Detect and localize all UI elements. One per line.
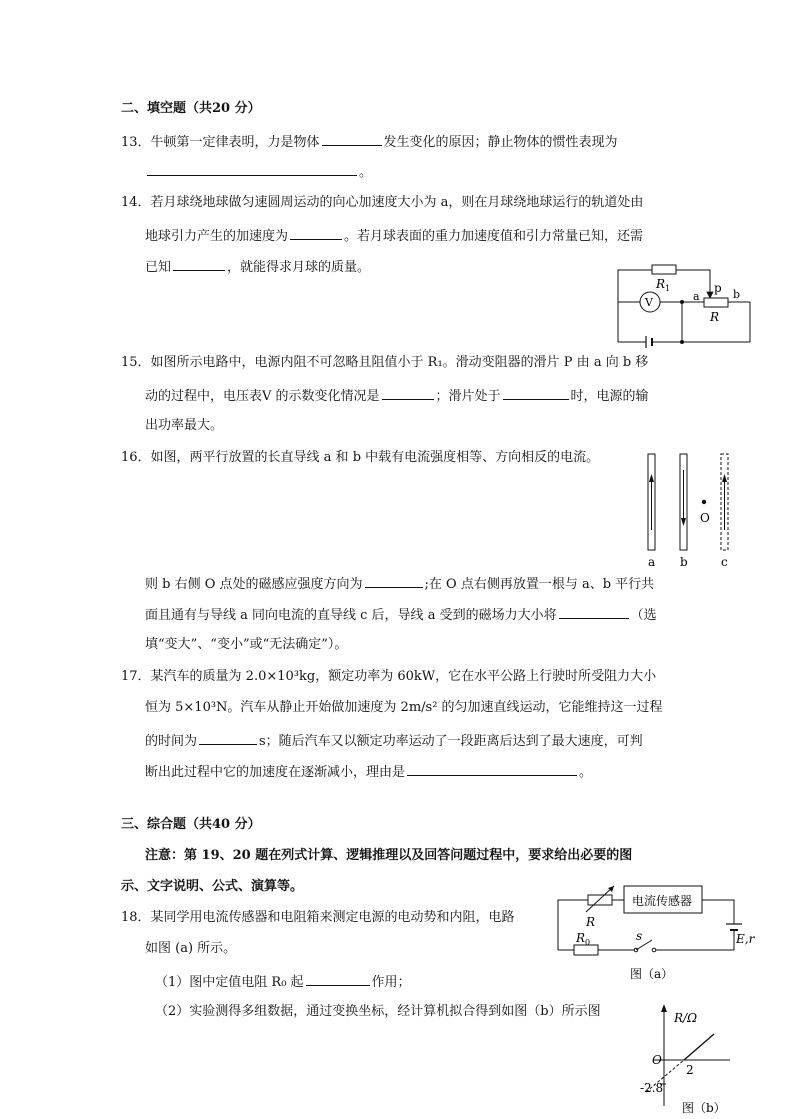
q17-line-4 — [145, 763, 592, 781]
label-fig-a-r0: $R_0$ — [576, 931, 591, 947]
q18-sub1-text-a: （1）图中定值电阻 R₀ 起 — [155, 975, 304, 990]
q13-line-1 — [121, 133, 618, 151]
q16-line-2 — [145, 575, 654, 593]
current-sensor-label: 电流传感器 — [632, 894, 693, 908]
q13-line-2 — [145, 163, 372, 181]
q17-line-3 — [145, 732, 643, 750]
q16-line-4: 填“变大”、“变小”或“无法确定”）。 — [145, 637, 348, 652]
q17-text-c: 断出此过程中它的加速度在逐渐减小，理由是 — [145, 765, 406, 780]
label-b: b — [733, 288, 741, 301]
q13-end: 。 — [359, 165, 373, 180]
q18-graph-figure-b — [636, 998, 736, 1116]
q14-line-1: 14．若月球绕地球做匀速圆周运动的向心加速度大小为 a，则在月球绕地球运行的轨道处由 — [121, 195, 644, 210]
q15-line-3: 出功率最大。 — [145, 418, 224, 433]
q13-blank-2[interactable] — [147, 163, 357, 176]
label-v: V — [645, 296, 653, 309]
q17-text-b: s；随后汽车又以额定功率运动了一段距离后达到了最大速度，可判 — [259, 734, 643, 749]
fit-line — [684, 1034, 714, 1060]
q16-blank-1[interactable] — [365, 575, 423, 588]
q16-line-1: 16．如图，两平行放置的长直导线 a 和 b 中载有电流强度相等、方向相反的电流。 — [121, 450, 600, 465]
q18-sub-2: （2）实验测得多组数据，通过变换坐标，经计算机拟合得到如图（b）所示图 — [155, 1004, 601, 1019]
section-3-note-1: 注意：第 19、20 题在列式计算、逻辑推理以及回答问题过程中，要求给出必要的图 — [145, 848, 633, 863]
q14-text-b: 。若月球表面的重力加速度值和引力常量已知，还需 — [344, 229, 644, 244]
q14-blank-1[interactable] — [290, 227, 342, 240]
q16-blank-2[interactable] — [559, 606, 629, 619]
q17-line-1: 17．某汽车的质量为 2.0×10³kg，额定功率为 60kW，它在水平公路上行驶时所受阻力大小 — [121, 669, 657, 684]
y-axis-arrow-icon — [661, 1004, 667, 1012]
q18-line-1: 18．某同学用电流传感器和电阻箱来测定电源的电动势和内阻，电路 — [121, 910, 515, 925]
label-r1: $R_1$ — [656, 277, 671, 293]
point-o — [702, 500, 706, 504]
q16-line-3 — [145, 606, 657, 624]
q15-circuit-figure — [610, 258, 760, 353]
q16-text-c: 面且通有与导线 a 同向电流的直导线 c 后，导线 a 受到的磁场力大小将 — [145, 608, 557, 623]
q16-text-b: ;在 O 点右侧再放置一根与 a、b 平行共 — [424, 577, 655, 592]
y-tick-neg: -2.8 — [640, 1081, 664, 1095]
q17-blank-1[interactable] — [199, 732, 257, 745]
label-r: R — [710, 310, 720, 324]
resistor-box-r — [588, 895, 612, 905]
q18-blank-1[interactable] — [306, 973, 370, 986]
q13-blank-1[interactable] — [322, 133, 382, 146]
label-wire-a: a — [648, 555, 656, 569]
q14-text-d: ，就能得求月球的质量。 — [227, 260, 371, 275]
q17-line-2: 恒为 5×10³N。汽车从静止开始做加速度为 2m/s² 的匀加速直线运动，它能维持这一过程 — [145, 700, 663, 715]
q13-text-b: 发生变化的原因；静止物体的惯性表现为 — [383, 135, 618, 150]
section-3-title: 三、综合题（共40 分） — [121, 817, 261, 832]
q16-text-a: 则 b 右侧 O 点处的磁感应强度方向为 — [145, 577, 363, 592]
q15-blank-1[interactable] — [382, 387, 434, 400]
fig-a-caption: 图（a） — [630, 967, 674, 981]
q16-text-d: （选 — [630, 608, 657, 623]
label-o: O — [700, 511, 710, 525]
q14-line-3 — [145, 258, 370, 276]
q18-circuit-figure-a — [548, 880, 763, 985]
label-wire-c: c — [721, 555, 728, 569]
label-a: a — [693, 290, 700, 303]
label-fig-a-s: s — [636, 929, 643, 943]
q13-text-a: 13．牛顿第一定律表明，力是物体 — [121, 135, 320, 150]
label-fig-a-er: E,r — [736, 932, 755, 946]
q15-text-b: ；滑片处于 — [435, 389, 501, 404]
q14-text-c: 已知 — [145, 260, 172, 275]
rheostat-r — [704, 298, 728, 307]
y-axis-label: R/Ω — [674, 1011, 698, 1025]
label-wire-b: b — [680, 555, 688, 569]
q15-line-2 — [145, 387, 649, 405]
q15-text-c: 时，电源的输 — [570, 389, 649, 404]
q15-blank-2[interactable] — [503, 387, 569, 400]
q17-blank-2[interactable] — [407, 763, 577, 776]
section-2-title: 二、填空题（共20 分） — [121, 101, 261, 116]
label-fig-a-r: R — [586, 915, 596, 929]
q15-line-1: 15．如图所示电路中，电源内阻不可忽略且阻值小于 R₁。滑动变阻器的滑片 P 由 a 向 b 移 — [121, 355, 649, 370]
x-tick-2: 2 — [686, 1063, 694, 1077]
origin-label: O — [652, 1053, 662, 1067]
q18-sub-1 — [155, 973, 411, 991]
q14-text-a: 地球引力产生的加速度为 — [145, 229, 289, 244]
label-p: p — [714, 281, 722, 295]
q15-text-a: 动的过程中，电压表V 的示数变化情况是 — [145, 389, 380, 404]
q18-sub1-text-b: 作用； — [371, 975, 411, 990]
fig-b-caption: 图（b） — [682, 1101, 726, 1115]
q17-text-d: 。 — [579, 765, 593, 780]
q16-wires-figure — [640, 450, 740, 572]
section-3-note-2: 示、文字说明、公式、演算等。 — [121, 879, 304, 894]
q18-line-2: 如图 (a) 所示。 — [145, 941, 237, 956]
q14-blank-2[interactable] — [173, 258, 225, 271]
q14-line-2 — [145, 227, 643, 245]
resistor-r1 — [652, 265, 676, 274]
q17-text-a: 的时间为 — [145, 734, 198, 749]
